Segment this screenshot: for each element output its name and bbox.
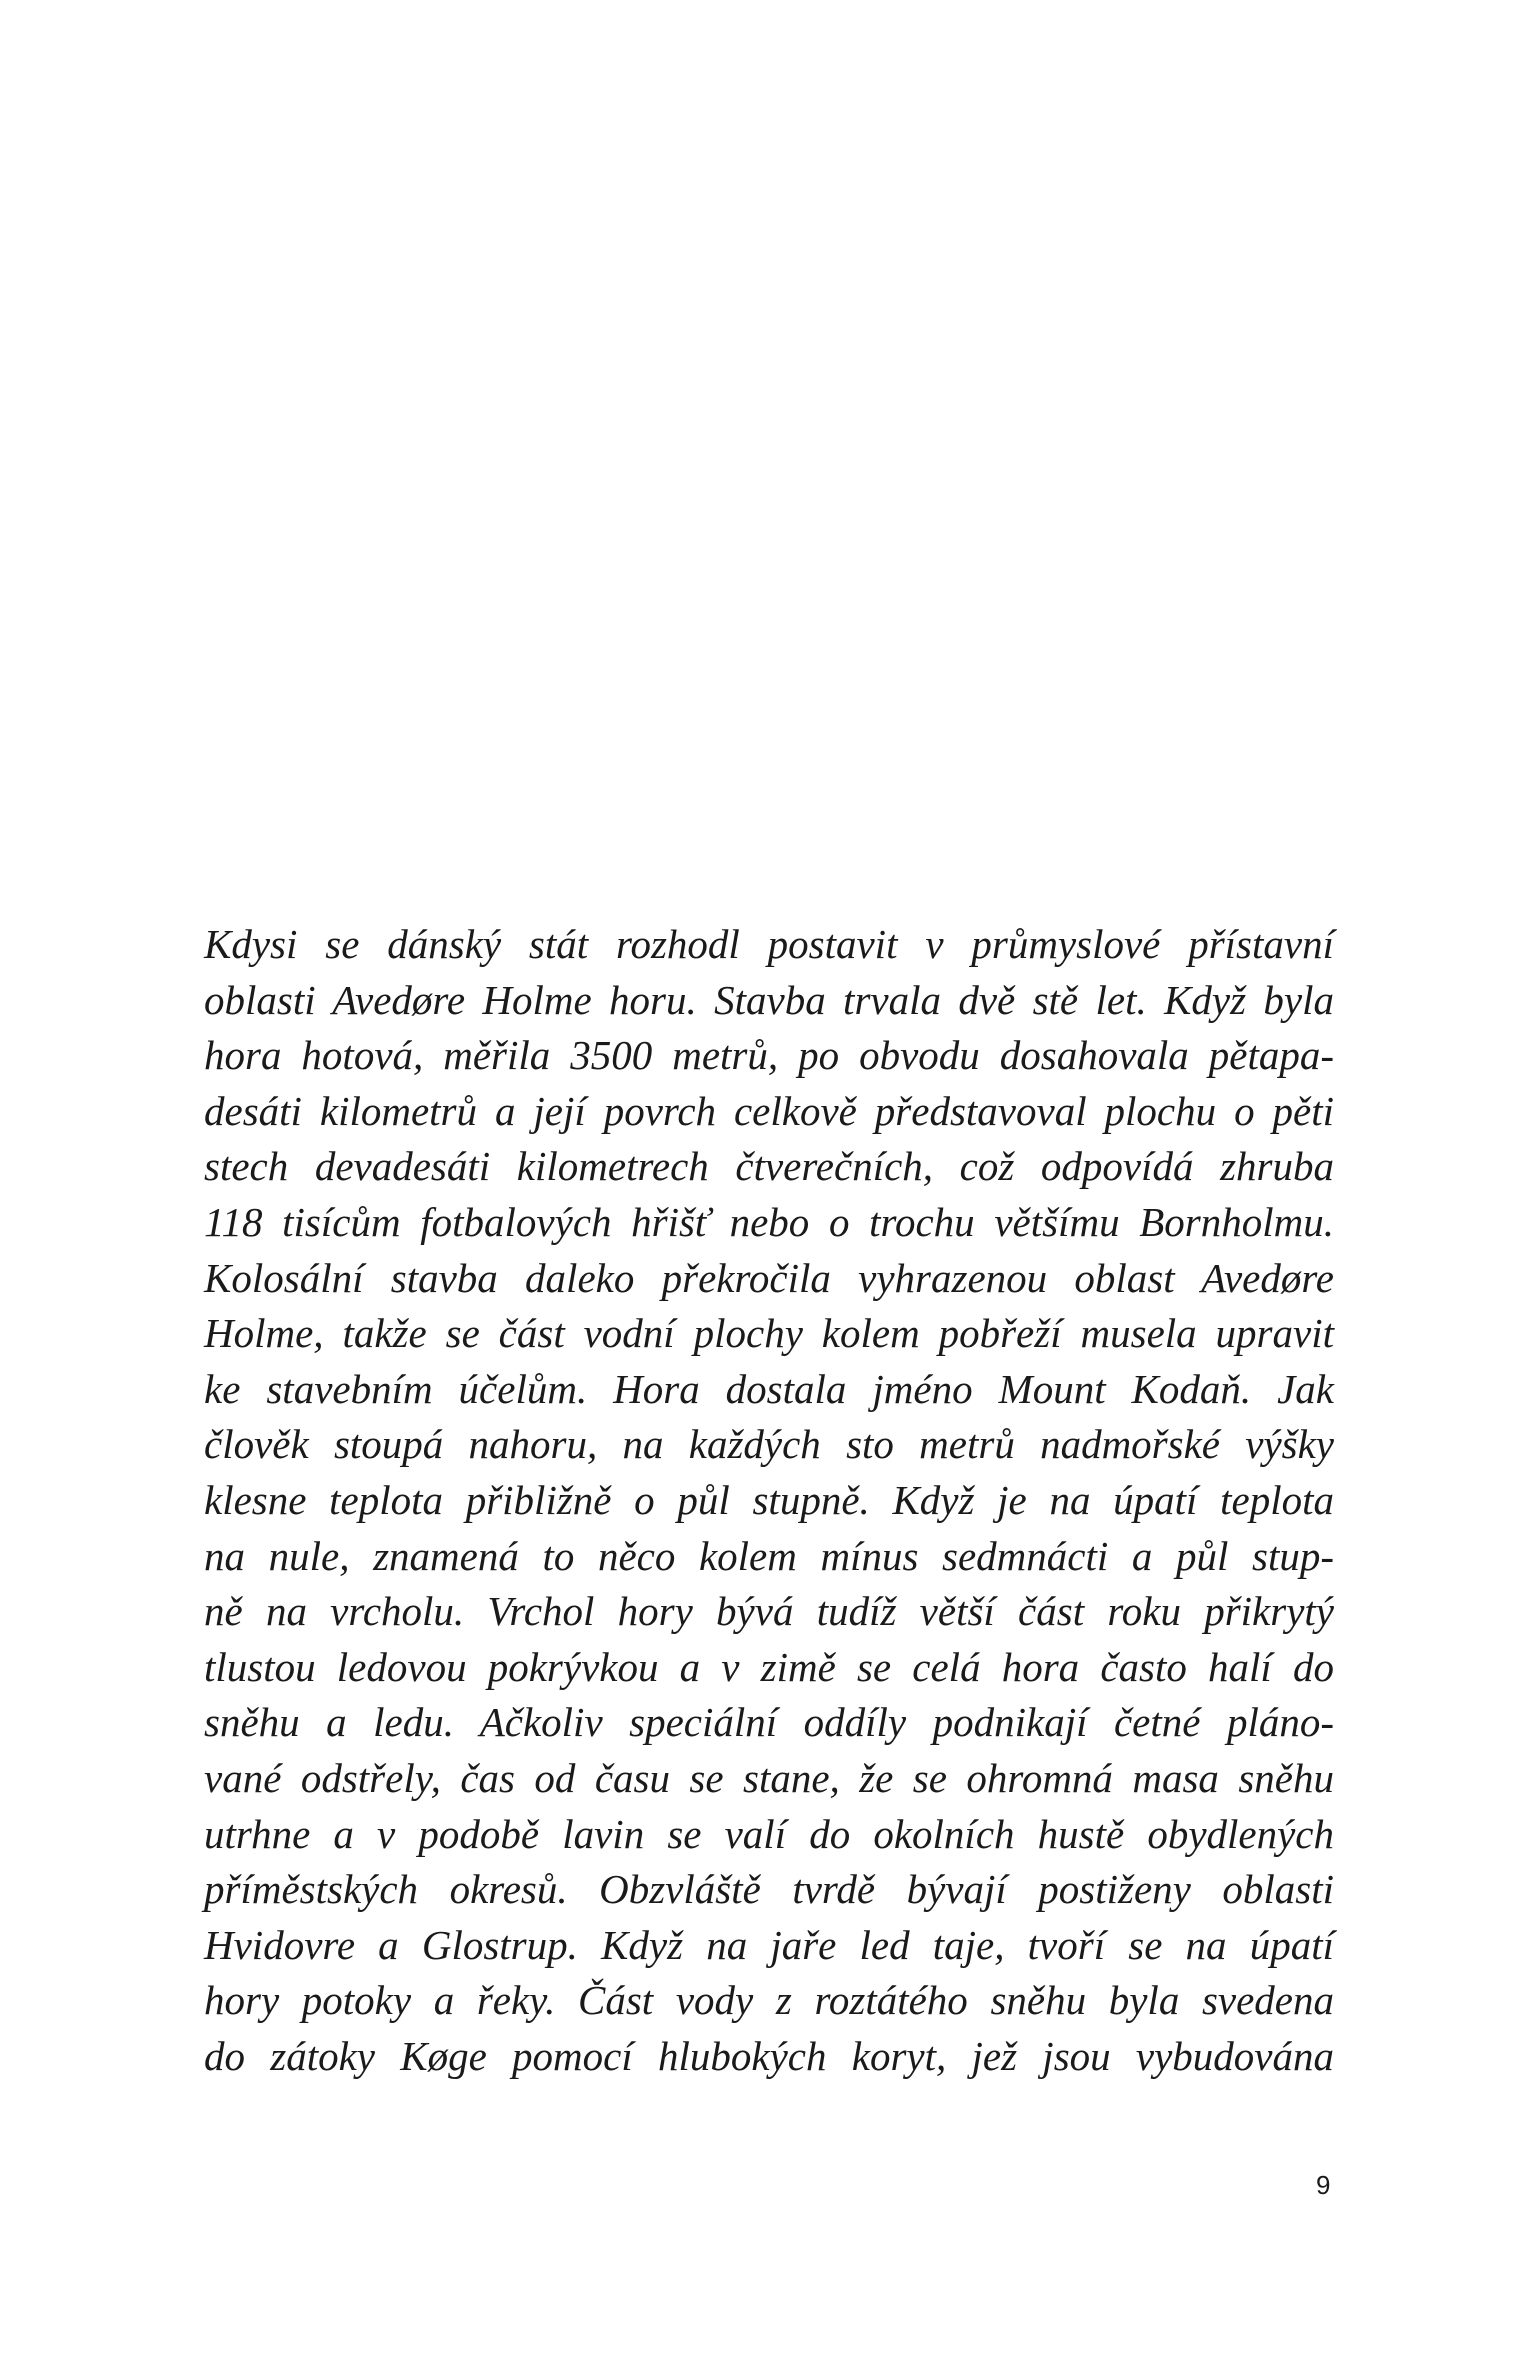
- body-text: [204, 917, 1334, 2084]
- text-line: sněhu a ledu. Ačkoliv speciální oddíly podnikají četné pláno-: [204, 1699, 1334, 1746]
- text-line: desáti kilometrů a její povrch celkově představoval plochu o pěti: [204, 1087, 1334, 1134]
- text-line: hora hotová, měřila 3500 metrů, po obvodu dosahovala pětapa-: [204, 1032, 1334, 1079]
- text-line: oblasti Avedøre Holme horu. Stavba trvala dvě stě let. Když byla: [204, 976, 1334, 1023]
- text-line: Kolosální stavba daleko překročila vyhrazenou oblast Avedøre: [204, 1254, 1334, 1301]
- text-line: utrhne a v podobě lavin se valí do okolních hustě obydlených: [204, 1810, 1334, 1857]
- text-line: na nule, znamená to něco kolem mínus sedmnácti a půl stup-: [204, 1532, 1334, 1579]
- text-line: do zátoky Køge pomocí hlubokých koryt, jež jsou vybudována: [204, 2032, 1334, 2079]
- text-line: Holme, takže se část vodní plochy kolem pobřeží musela upravit: [204, 1310, 1334, 1357]
- text-line: hory potoky a řeky. Část vody z roztátého sněhu byla svedena: [204, 1977, 1334, 2024]
- text-line: tlustou ledovou pokrývkou a v zimě se celá hora často halí do: [204, 1643, 1334, 1690]
- text-line: klesne teplota přibližně o půl stupně. Když je na úpatí teplota: [204, 1476, 1334, 1523]
- text-line: Hvidovre a Glostrup. Když na jaře led taje, tvoří se na úpatí: [204, 1921, 1334, 1968]
- page-number: 9: [1316, 2170, 1331, 2200]
- text-line: 118 tisícům fotbalových hřišť nebo o trochu většímu Bornholmu.: [204, 1198, 1334, 1245]
- text-line: vané odstřely, čas od času se stane, že se ohromná masa sněhu: [204, 1754, 1334, 1801]
- text-line: ke stavebním účelům. Hora dostala jméno Mount Kodaň. Jak: [204, 1365, 1334, 1412]
- text-line: ně na vrcholu. Vrchol hory bývá tudíž větší část roku přikrytý: [204, 1588, 1334, 1635]
- text-line: Kdysi se dánský stát rozhodl postavit v průmyslové přístavní: [204, 921, 1334, 967]
- text-line: stech devadesáti kilometrech čtverečních, což odpovídá zhruba: [204, 1143, 1334, 1190]
- text-line: člověk stoupá nahoru, na každých sto metrů nadmořské výšky: [204, 1421, 1334, 1468]
- text-line: příměstských okresů. Obzvláště tvrdě bývají postiženy oblasti: [204, 1866, 1334, 1913]
